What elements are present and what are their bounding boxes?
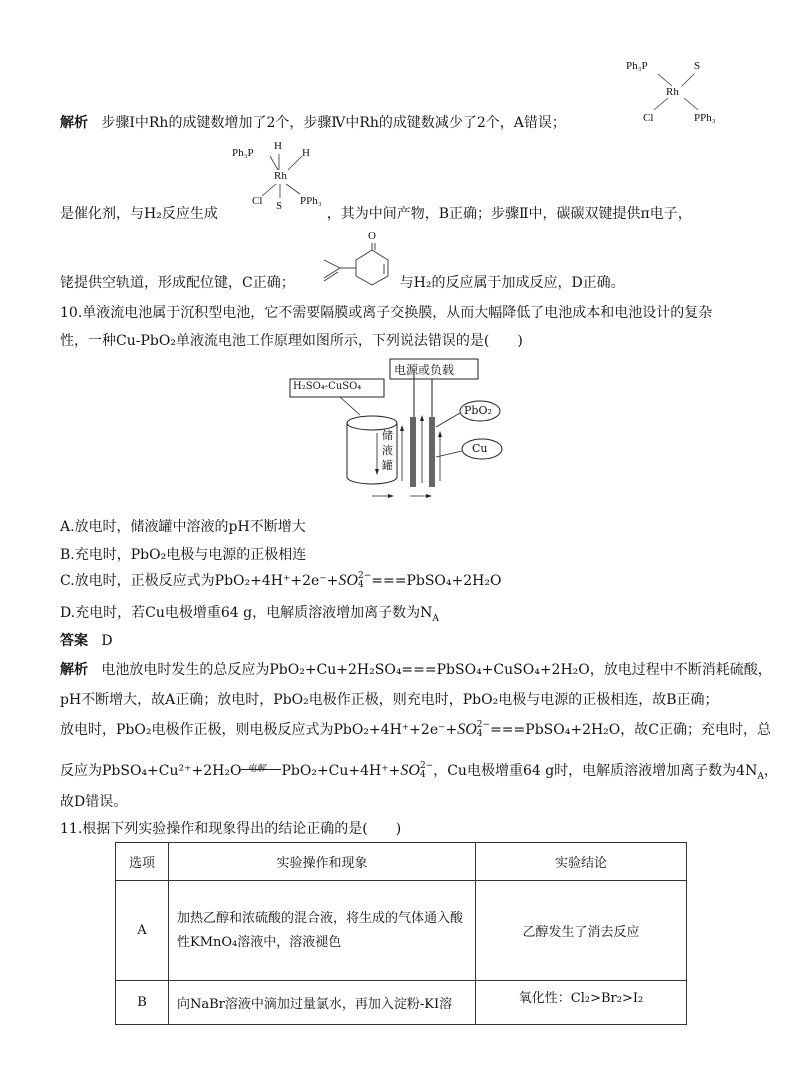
row-a-option: A xyxy=(116,881,169,981)
analysis9-line2 xyxy=(60,203,692,223)
struct1-pph3-left: Ph₃P xyxy=(626,60,648,72)
q10-option-b: B.充电时，PbO₂电极与电源的正极相连 xyxy=(60,547,307,563)
struct2-pph3-right: PPh₃ xyxy=(300,195,322,207)
option-c-pre: C.放电时，正极反应式为PbO₂+4H⁺+2e⁻+ xyxy=(60,573,339,589)
header-operation: 实验操作和现象 xyxy=(169,843,476,881)
struct1-rh: Rh xyxy=(666,86,679,98)
q10-analysis-line1: 解析 电池放电时发生的总反应为PbO₂+Cu+2H₂SO₄===PbSO₄+CuSO₄+2H₂O，放电过程中不断消耗硫酸， xyxy=(60,662,772,678)
row-a-conclusion: 乙醇发生了消去反应 xyxy=(476,881,687,981)
row-a-operation: 加热乙醇和浓硫酸的混合液，将生成的气体通入酸性KMnO₄溶液中，溶液褪色 xyxy=(169,881,476,981)
q10-analysis-line3: 放电时，PbO₂电极作正极，则电极反应式为PbO₂+4H⁺+2e⁻+SO 2− 4 ===PbSO₄+2H₂O，故C正确；充电时，总 xyxy=(60,720,771,739)
struct2-rh: Rh xyxy=(274,170,287,182)
struct1-cl: Cl xyxy=(643,112,654,124)
q10-stem-line2: 性，一种Cu-PbO₂单液流电池工作原理如图所示，下列说法错误的是( ) xyxy=(60,333,523,349)
q10-stem-line1: 10.单液流电池属于沉积型电池，它不需要隔膜或离子交换膜，从而大幅降低了电池成本和电池设计的复杂 xyxy=(60,305,713,321)
struct2-h1: H xyxy=(274,140,282,152)
struct3-o: O xyxy=(368,230,376,242)
q10-analysis-line5: 故D错误。 xyxy=(60,794,128,810)
pbo2-electrode-label: PbO₂ xyxy=(464,404,492,417)
q11-stem: 11.根据下列实验操作和现象得出的结论正确的是( ) xyxy=(60,821,402,837)
struct2-h2: H xyxy=(302,147,310,159)
tank-solution-label: H₂SO₄-CuSO₄ xyxy=(293,381,362,392)
analysis9-line2b: ，其为中间产物，B正确；步骤Ⅱ中，碳碳双键提供π电子， xyxy=(326,206,692,222)
struct1-bonds xyxy=(640,70,710,120)
row-b-operation: 向NaBr溶液中滴加过量氯水，再加入淀粉-KI溶 xyxy=(169,981,476,1025)
power-or-load-label: 电源或负载 xyxy=(394,363,455,377)
option-c-post: ===PbSO₄+2H₂O xyxy=(371,573,502,589)
struct2-pph3-left: Ph₃P xyxy=(232,147,254,159)
header-option: 选项 xyxy=(116,843,169,881)
analysis9-line1 xyxy=(60,112,566,132)
analysis-label: 解析 xyxy=(60,115,88,131)
struct2-bonds xyxy=(250,150,320,200)
q10-option-c: C.放电时，正极反应式为PbO₂+4H⁺+2e⁻+SO 2− 4 ===PbSO₄+2H₂O xyxy=(60,571,502,590)
tank-text: 储液罐 xyxy=(382,429,393,472)
table-header-row xyxy=(116,843,687,881)
analysis9-line1-text: 步骤Ⅰ中Rh的成键数增加了2个，步骤Ⅳ中Rh的成键数减少了2个，A错误； xyxy=(101,115,566,131)
q10-analysis-line4: 反应为PbSO₄+Cu²⁺+2H₂O 电解 PbO₂+Cu+4H⁺+SO 2− 4 ，Cu电极增重64 g时，电解质溶液增加离子数为$4N_A$， xyxy=(60,761,778,782)
analysis9-line3a: 铑提供空轨道，形成配位键，C正确； xyxy=(60,275,295,291)
analysis9-line3 xyxy=(60,272,625,292)
struct2-cl: Cl xyxy=(252,195,263,207)
q10-option-a: A.放电时，储液罐中溶液的pH不断增大 xyxy=(60,519,306,535)
table-row xyxy=(116,881,687,981)
q10-option-d: D.充电时，若Cu电极增重64 g，电解质溶液增加离子数为$N_A$ xyxy=(60,605,439,624)
q11-table xyxy=(115,842,687,1025)
cu-electrode-label: Cu xyxy=(472,442,488,455)
struct1-pph3-right: PPh₃ xyxy=(694,112,716,124)
analysis9-line3b: 与H₂的反应属于加成反应，D正确。 xyxy=(399,275,625,291)
row-b-conclusion: 氧化性：Cl₂>Br₂>I₂ xyxy=(476,981,687,1025)
header-conclusion: 实验结论 xyxy=(476,843,687,881)
q10-answer: 答案 D xyxy=(60,633,113,649)
q10-analysis-line2: pH不断增大，故A正确；放电时，PbO₂电极作正极，则充电时，PbO₂电极与电源的正极相连，故B正确； xyxy=(60,692,719,708)
analysis9-line2a: 是催化剂，与H₂反应生成 xyxy=(60,206,218,222)
struct2-s: S xyxy=(276,200,283,212)
struct1-s: S xyxy=(694,60,701,72)
row-b-option: B xyxy=(116,981,169,1025)
table-row xyxy=(116,981,687,1025)
